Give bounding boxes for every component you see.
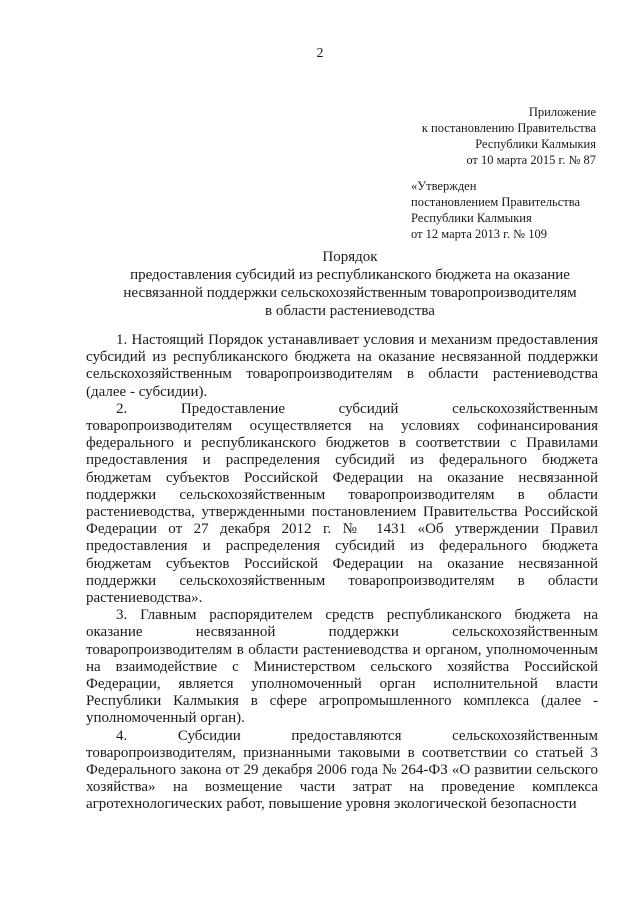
appendix-line: Приложение xyxy=(528,105,596,119)
title-line: предоставления субсидий из республиканского бюджета на оказание xyxy=(130,267,570,283)
page-number: 2 xyxy=(316,46,324,61)
title-line: в области растениеводства xyxy=(265,303,435,319)
approval-line: Республики Калмыкия xyxy=(411,211,532,225)
approval-line: от 12 марта 2013 г. № 109 xyxy=(411,227,547,241)
paragraph-1: 1. Настоящий Порядок устанавливает условия и механизм предоставления субсидий из республиканского бюджета на оказание несвязанной поддержки сельскохозяйственным товаропроизводителям в области растениеводства (далее - субсидии). xyxy=(86,332,598,400)
appendix-line: Республики Калмыкия xyxy=(475,137,596,151)
approval-line: «Утвержден xyxy=(411,179,477,193)
appendix-line: к постановлению Правительства xyxy=(421,121,596,135)
paragraph-3: 3. Главным распорядителем средств республиканского бюджета на оказание несвязанной поддержки сельскохозяйственным товаропроизводителям в области растениеводства и органом, уполномоченным на взаимодействие с Министерством сельского хозяйства Российской Федерации, является уполномоченный орган исполнительной власти Республики Калмыкия в сфере агропромышленного комплекса (далее - уполномоченный орган). xyxy=(86,607,598,727)
appendix-note xyxy=(336,104,596,168)
title-line: Порядок xyxy=(322,249,378,265)
title-line: несвязанной поддержки сельскохозяйственным товаропроизводителям xyxy=(123,285,577,301)
appendix-line: от 10 марта 2015 г. № 87 xyxy=(466,153,596,167)
document-title xyxy=(100,248,600,320)
document-body xyxy=(86,332,598,814)
paragraph-4: 4. Субсидии предоставляются сельскохозяйственным товаропроизводителям, признанными таковыми в соответствии со статьей 3 Федерального закона от 29 декабря 2006 года № 264-ФЗ «О развитии сельского хозяйства» на возмещение части затрат на проведение комплекса агротехнологических работ, повышение уровня экологической безопасности xyxy=(86,727,598,813)
approval-line: постановлением Правительства xyxy=(411,195,581,209)
paragraph-2: 2. Предоставление субсидий сельскохозяйственным товаропроизводителям осуществляется на условиях софинансирования федерального и республиканского бюджетов в соответствии с Правилами предоставления и распределения субсидий из федерального бюджета бюджетам субъектов Российской Федерации на оказание несвязанной поддержки сельскохозяйственным товаропроизводителям в области растениеводства, утвержденными постановлением Правительства Российской Федерации от 27 декабря 2012 г. № 1431 «Об утверждении Правил предоставления и распределения субсидий из федерального бюджета бюджетам субъектов Российской Федерации на оказание несвязанной поддержки сельскохозяйственным товаропроизводителям в области растениеводства». xyxy=(86,400,598,607)
approval-note xyxy=(411,178,611,242)
